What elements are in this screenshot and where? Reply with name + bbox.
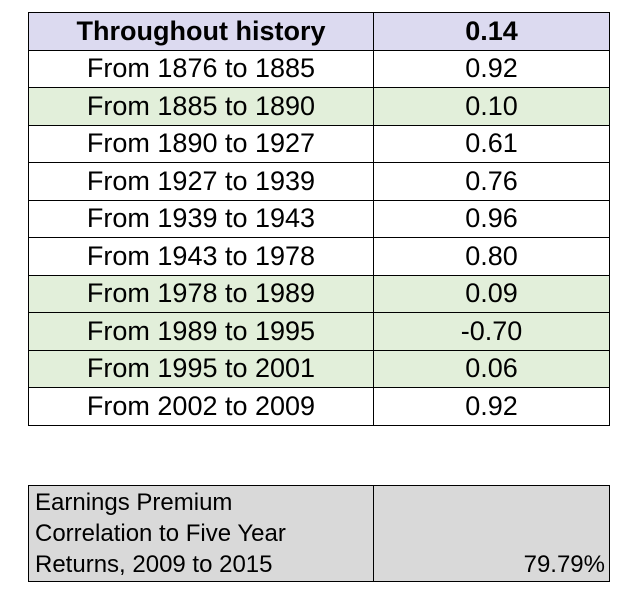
- correlation-value-cell: 0.96: [374, 200, 610, 238]
- table-header-row: [29, 13, 610, 51]
- correlation-table-body: [29, 13, 610, 426]
- summary-label-line: Returns, 2009 to 2015: [35, 551, 273, 578]
- summary-row: [29, 486, 610, 582]
- period-cell: From 1890 to 1927: [29, 125, 374, 163]
- correlation-value-cell: 0.10: [374, 88, 610, 126]
- table-row: [29, 275, 610, 313]
- summary-label-line: Correlation to Five Year: [35, 520, 286, 547]
- table-row: [29, 388, 610, 426]
- correlation-value-cell: 0.61: [374, 125, 610, 163]
- correlation-value-cell: 0.92: [374, 50, 610, 88]
- header-period-cell: Throughout history: [29, 13, 374, 51]
- period-cell: From 1876 to 1885: [29, 50, 374, 88]
- table-row: [29, 200, 610, 238]
- period-cell: From 1939 to 1943: [29, 200, 374, 238]
- correlation-table: [28, 12, 610, 426]
- table-row: [29, 163, 610, 201]
- period-cell: From 1978 to 1989: [29, 275, 374, 313]
- summary-label-line: Earnings Premium: [35, 489, 233, 516]
- table-row: [29, 350, 610, 388]
- period-cell: From 1995 to 2001: [29, 350, 374, 388]
- summary-table: [28, 485, 610, 582]
- correlation-value-cell: -0.70: [374, 313, 610, 351]
- table-row: [29, 88, 610, 126]
- table-row: [29, 125, 610, 163]
- table-row: [29, 238, 610, 276]
- period-cell: From 2002 to 2009: [29, 388, 374, 426]
- period-cell: From 1927 to 1939: [29, 163, 374, 201]
- summary-label-cell: [29, 486, 374, 582]
- correlation-value-cell: 0.92: [374, 388, 610, 426]
- correlation-value-cell: 0.09: [374, 275, 610, 313]
- period-cell: From 1943 to 1978: [29, 238, 374, 276]
- summary-value-cell: 79.79%: [374, 486, 610, 582]
- header-value-cell: 0.14: [374, 13, 610, 51]
- correlation-value-cell: 0.76: [374, 163, 610, 201]
- period-cell: From 1885 to 1890: [29, 88, 374, 126]
- table-row: [29, 313, 610, 351]
- correlation-value-cell: 0.06: [374, 350, 610, 388]
- table-row: [29, 50, 610, 88]
- correlation-value-cell: 0.80: [374, 238, 610, 276]
- period-cell: From 1989 to 1995: [29, 313, 374, 351]
